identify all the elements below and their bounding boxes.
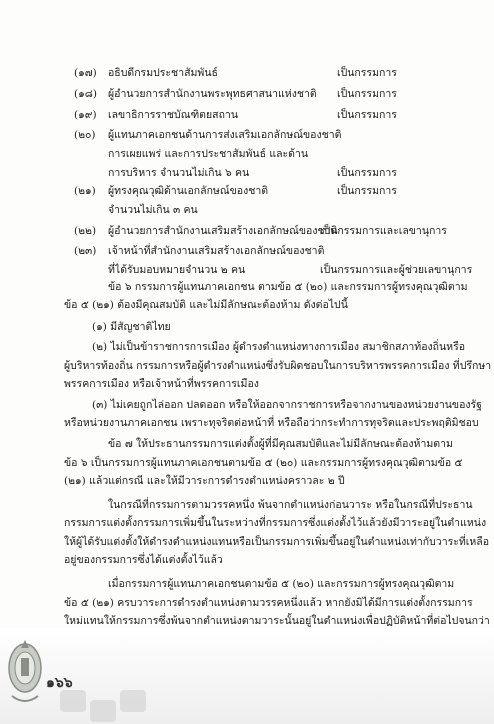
clause-text: ในกรณีที่กรรมการตามวรรคหนึ่ง พ้นจากตำแหน่งก่อนวาระ หรือในกรณีที่ประธาน (108, 499, 473, 511)
item-role: เป็นกรรมการและผู้ช่วยเลขานุการ (320, 264, 473, 276)
clause-text: กรรมการแต่งตั้งกรรมการเพิ่มขึ้นในระหว่างที่กรรมการซึ่งแต่งตั้งไว้แล้วยังมีวาระอยู่ในตำแหน่ง (64, 517, 487, 529)
clause-text: ข้อ ๕ (๒๑) ครบวาระการดำรงตำแหน่งตามวรรคหนึ่งแล้ว หากยังมิได้มีการแต่งตั้งกรรมการ (64, 597, 473, 609)
clause-text: เมื่อกรรมการผู้แทนภาคเอกชนตามข้อ ๕ (๒๐) และกรรมการผู้ทรงคุณวุฒิตาม (108, 578, 455, 590)
item-number: (๒๒) (74, 225, 97, 237)
clause-text: ใหม่แทนให้กรรมการซึ่งพ้นจากตำแหน่งตามวาระนั้นอยู่ในตำแหน่งเพื่อปฏิบัติหน้าที่ต่อไปจนกว่า (64, 615, 490, 627)
clause-text: (๓) ไม่เคยถูกไล่ออก ปลดออก หรือให้ออกจากราชการหรือจากงานของหน่วยงานของรัฐ (92, 399, 482, 411)
clause-text: พรรคการเมือง หรือเจ้าหน้าที่พรรคการเมือง (64, 378, 259, 390)
item-text: ผู้อำนวยการสำนักงานเสริมสร้างเอกลักษณ์ของชาติ (108, 225, 338, 237)
item-text: การบริหาร จำนวนไม่เกิน ๖ คน (108, 167, 250, 179)
item-text: อธิบดีกรมประชาสัมพันธ์ (108, 67, 218, 79)
clause-text: ข้อ ๗ ให้ประธานกรรมการแต่งตั้งผู้ที่มีคุณสมบัติและไม่มีลักษณะต้องห้ามตาม (108, 438, 453, 450)
decorative-hexagon (120, 690, 146, 712)
item-number: (๑๘) (74, 88, 97, 100)
item-number: (๒๓) (74, 245, 97, 257)
item-role: เป็นกรรมการ (337, 167, 397, 179)
item-number: (๑๙) (74, 109, 97, 121)
item-text: เจ้าหน้าที่สำนักงานเสริมสร้างเอกลักษณ์ของชาติ (108, 245, 325, 257)
item-text: ที่ได้รับมอบหมายจำนวน ๒ คน (108, 264, 246, 276)
item-number: (๑๗) (74, 67, 97, 79)
emblem-icon (6, 636, 44, 706)
clause-text: ให้ผู้ได้รับแต่งตั้งให้ดำรงตำแหน่งแทนหรือเป็นกรรมการเพิ่มขึ้นอยู่ในตำแหน่งเท่ากับวาระที่เหลือ (64, 536, 490, 548)
item-text: ผู้แทนภาคเอกชนด้านการส่งเสริมเอกลักษณ์ของชาติ (108, 129, 342, 141)
item-text: การเผยแพร่ และการประชาสัมพันธ์ และด้าน (108, 148, 309, 160)
item-text: จำนวนไม่เกิน ๓ คน (108, 204, 198, 216)
clause-text: ผู้บริหารท้องถิ่น กรรมการหรือผู้ดำรงตำแหน่งซึ่งรับผิดชอบในการบริหารพรรคการเมือง ที่ปรึกษา (64, 360, 492, 372)
item-role: เป็นกรรมการ (337, 109, 397, 121)
item-role: เป็นกรรมการ (337, 67, 397, 79)
clause-text: (๒๑) แล้วแต่กรณี และให้มีวาระการดำรงตำแหน่งคราวละ ๒ ปี (64, 475, 345, 487)
item-text: ผู้อำนวยการสำนักงานพระพุทธศาสนาแห่งชาติ (108, 88, 317, 100)
item-role: เป็นกรรมการ (337, 88, 397, 100)
page-number: ๑๖๖ (46, 675, 73, 691)
decorative-hexagon (90, 700, 116, 722)
item-text: ผู้ทรงคุณวุฒิด้านเอกลักษณ์ของชาติ (108, 185, 269, 197)
item-text: เลขาธิการราชบัณฑิตยสถาน (108, 109, 238, 121)
clause-text: ข้อ ๕ (๒๑) ต้องมีคุณสมบัติ และไม่มีลักษณะต้องห้าม ดังต่อไปนี้ (64, 299, 348, 311)
item-role: เป็นกรรมการและเลขานุการ (320, 225, 447, 237)
clause-text: ข้อ ๖ เป็นกรรมการผู้แทนภาคเอกชนตามข้อ ๕ (๒๐) และกรรมการผู้ทรงคุณวุฒิตามข้อ ๕ (64, 457, 463, 469)
item-number: (๒๐) (74, 129, 96, 141)
clause-text: อยู่ของกรรมการซึ่งได้แต่งตั้งไว้แล้ว (64, 554, 223, 566)
item-number: (๒๑) (74, 185, 96, 197)
clause-text: (๑) มีสัญชาติไทย (92, 321, 171, 333)
clause-text: ข้อ ๖ กรรมการผู้แทนภาคเอกชน ตามข้อ ๕ (๒๐) และกรรมการผู้ทรงคุณวุฒิตาม (108, 281, 468, 293)
clause-text: (๒) ไม่เป็นข้าราชการการเมือง ผู้ดำรงตำแหน่งทางการเมือง สมาชิกสภาท้องถิ่นหรือ (92, 341, 466, 353)
clause-text: หรือหน่วยงานภาคเอกชน เพราะทุจริตต่อหน้าที่ หรือถือว่ากระทำการทุจริตและประพฤติมิชอบ (64, 417, 479, 429)
item-role: เป็นกรรมการ (337, 185, 397, 197)
